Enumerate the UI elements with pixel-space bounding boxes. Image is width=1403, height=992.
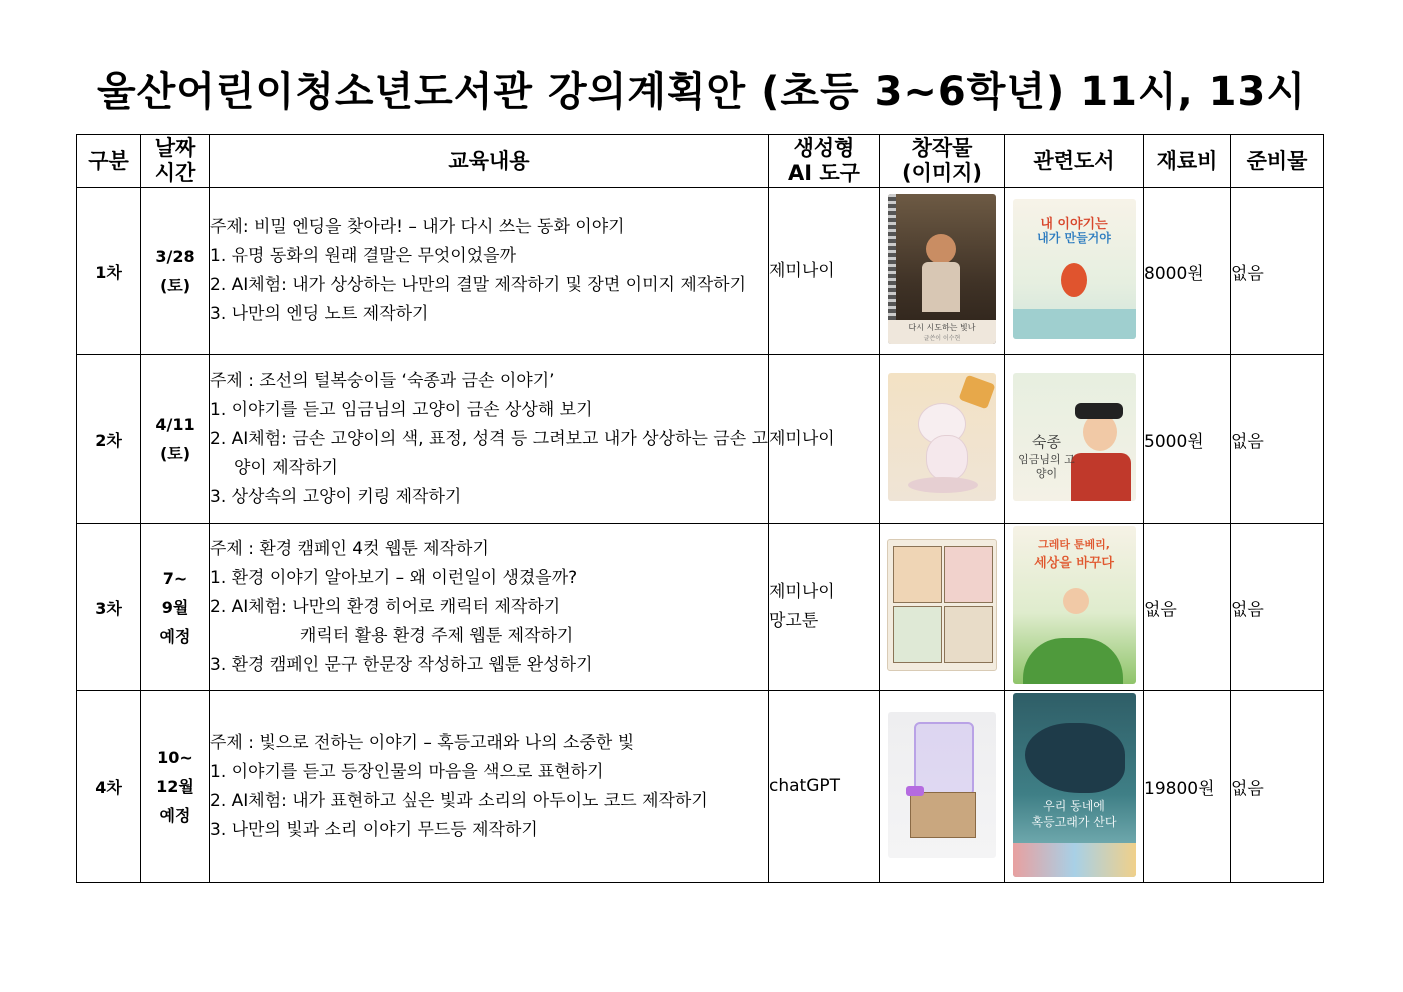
book-cover [1013,693,1136,877]
ai-tool: 제미나이 [769,188,880,355]
book-title: 내 이야기는 [1040,217,1108,232]
material-fee: 없음 [1144,524,1231,691]
supplies: 없음 [1231,355,1324,524]
creation-image-cat-keyring [888,373,996,501]
supplies: 없음 [1231,691,1324,883]
ai-tool: 제미나이 [769,355,880,524]
content-item: 3. 나만의 빛과 소리 이야기 무드등 제작하기 [210,819,538,840]
material-fee: 8000원 [1144,188,1231,355]
session-topic: 주제: 비밀 엔딩을 찾아라! – 내가 다시 쓰는 동화 이야기 [210,217,625,237]
content-item: 2. AI체험: 금손 고양이의 색, 표정, 성격 등 그려보고 내가 상상하는 금손 고양이 제작하기 [210,428,768,478]
book-cover [1013,373,1136,501]
session-content [210,524,769,691]
session-date: 10~ 12월 예정 [141,691,210,883]
book-subtitle: 임금님의 고양이 [1018,453,1075,480]
header-content: 교육내용 [210,135,769,188]
table-row [77,355,1324,524]
book-cover [1013,199,1136,339]
session-number: 1차 [77,188,141,355]
session-number: 3차 [77,524,141,691]
table-row [77,691,1324,883]
header-row [77,135,1324,188]
header-prep: 준비물 [1231,135,1324,188]
session-date: 4/11 (토) [141,355,210,524]
book-subtitle: 혹등고래가 산다 [1031,814,1117,829]
lecture-plan-table [76,134,1324,883]
creation-image-webtoon [887,539,997,671]
content-item: 3. 상상속의 고양이 키링 제작하기 [210,486,462,507]
session-topic: 주제 : 빛으로 전하는 이야기 – 혹등고래와 나의 소중한 빛 [210,732,635,753]
session-topic: 주제 : 환경 캠페인 4컷 웹툰 제작하기 [210,538,489,559]
session-date: 7~ 9월 예정 [141,524,210,691]
session-content [210,188,769,355]
creation-author: 글쓴이 이수현 [923,335,961,342]
ai-tool: 제미나이 망고툰 [769,524,880,691]
content-item: 2. AI체험: 나만의 환경 히어로 캐릭터 제작하기 [210,596,561,617]
content-item: 2. AI체험: 내가 상상하는 나만의 결말 제작하기 및 장면 이미지 제작하기 [210,275,747,295]
header-date: 날짜 시간 [141,135,210,188]
creation-image-mood-lamp [888,712,996,858]
book-title: 숙종 [1032,433,1061,451]
ai-tool: chatGPT [769,691,880,883]
content-item: 1. 유명 동화의 원래 결말은 무엇이었을까 [210,246,516,266]
header-book: 관련도서 [1005,135,1144,188]
session-content [210,691,769,883]
book-title: 우리 동네에 [1043,798,1105,813]
creation-caption: 다시 시도하는 빛나 [908,323,976,332]
session-content [210,355,769,524]
header-tool: 생성형 AI 도구 [769,135,880,188]
creation-image-notebook [888,194,996,344]
material-fee: 19800원 [1144,691,1231,883]
session-number: 4차 [77,691,141,883]
session-number: 2차 [77,355,141,524]
content-item: 3. 나만의 엔딩 노트 제작하기 [210,304,429,324]
book-subtitle: 세상을 바꾸다 [1034,556,1114,571]
table-row [77,524,1324,691]
book-subtitle: 내가 만들거야 [1037,231,1111,245]
supplies: 없음 [1231,188,1324,355]
content-item: 캐릭터 활용 환경 주제 웹툰 제작하기 [300,625,574,646]
content-item: 1. 이야기를 듣고 등장인물의 마음을 색으로 표현하기 [210,761,604,782]
session-topic: 주제 : 조선의 털복숭이들 ‘숙종과 금손 이야기’ [210,370,555,391]
header-fee: 재료비 [1144,135,1231,188]
supplies: 없음 [1231,524,1324,691]
book-title: 그레타 툰베리, [1038,538,1110,551]
content-item: 1. 환경 이야기 알아보기 – 왜 이런일이 생겼을까? [210,567,578,588]
content-item: 3. 환경 캠페인 문구 한문장 작성하고 웹툰 완성하기 [210,654,593,675]
session-date: 3/28 (토) [141,188,210,355]
book-cover [1013,526,1136,684]
content-item: 2. AI체험: 내가 표현하고 싶은 빛과 소리의 아두이노 코드 제작하기 [210,790,708,811]
material-fee: 5000원 [1144,355,1231,524]
page-title: 울산어린이청소년도서관 강의계획안 (초등 3~6학년) 11시, 13시 [97,69,1306,115]
header-creation: 창작물 (이미지) [880,135,1005,188]
header-section: 구분 [77,135,141,188]
content-item: 1. 이야기를 듣고 임금님의 고양이 금손 상상해 보기 [210,399,593,420]
table-row [77,188,1324,355]
